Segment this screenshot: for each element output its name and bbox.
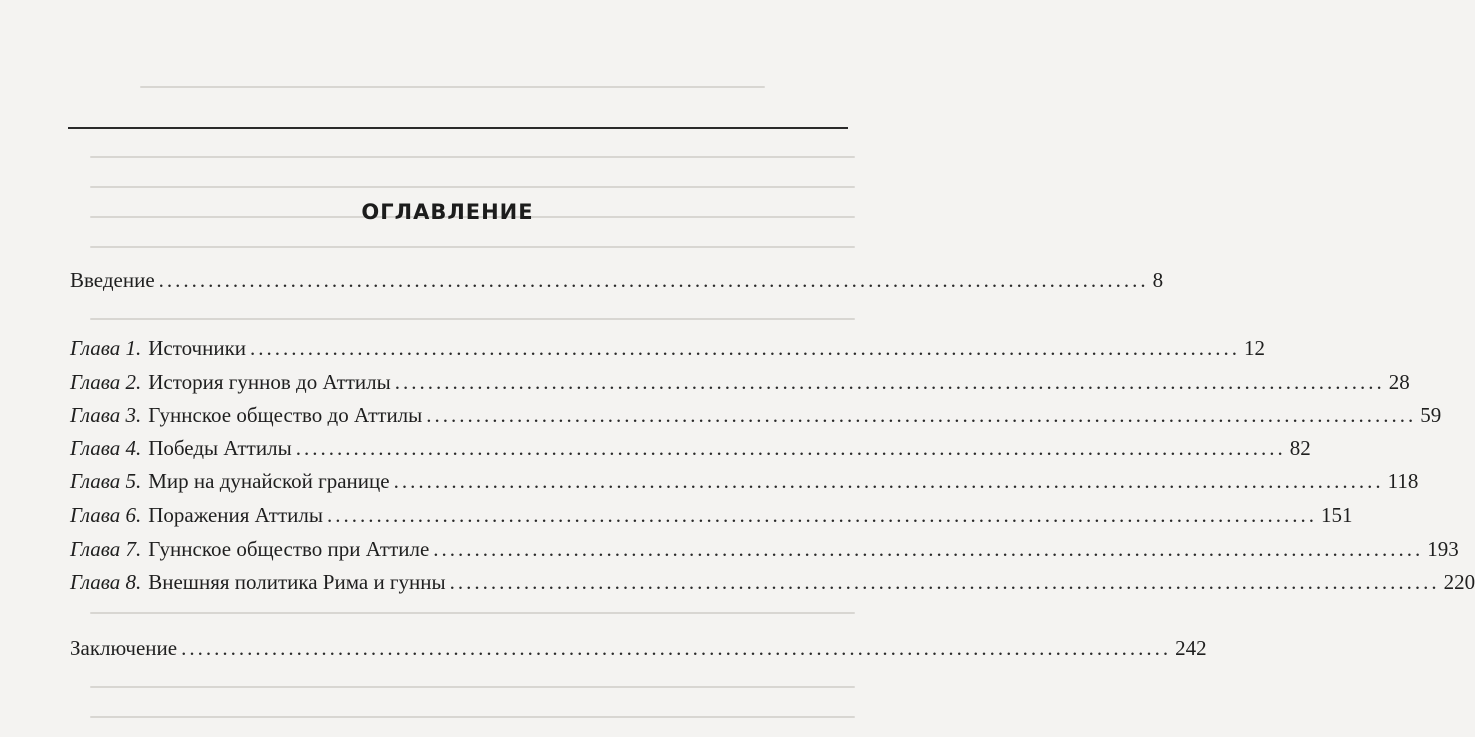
page-title: ОГЛАВЛЕНИЕ <box>361 200 534 224</box>
entry-title: Введение <box>70 268 155 292</box>
header-rule <box>68 127 848 129</box>
dot-leader: ........................................................................................................................ <box>433 537 1424 561</box>
bleed-through-line <box>90 612 855 614</box>
page-number: 220 <box>1443 570 1475 594</box>
chapter-label: Глава 2. <box>70 370 142 394</box>
page-number: 193 <box>1427 537 1459 561</box>
toc-entry-chapter-4 <box>70 434 1311 462</box>
entry-title: Поражения Аттилы <box>148 503 323 527</box>
entry-title: Источники <box>148 336 247 360</box>
page-number: 151 <box>1320 503 1353 527</box>
dot-leader: ........................................................................................................................ <box>426 403 1417 427</box>
page-number: 12 <box>1244 336 1266 360</box>
entry-title: Победы Аттилы <box>148 436 292 460</box>
page-number: 118 <box>1387 469 1419 493</box>
bleed-through-line <box>90 186 855 188</box>
chapter-label: Глава 3. <box>70 403 142 427</box>
chapter-label: Глава 1. <box>70 336 142 360</box>
dot-leader: ........................................................................................................................ <box>394 370 1385 394</box>
dot-leader: ........................................................................................................................ <box>393 469 1384 493</box>
toc-entry-chapter-1 <box>70 334 1266 362</box>
dot-leader: ........................................................................................................................ <box>158 268 1149 292</box>
toc-entry-chapter-6 <box>70 501 1353 529</box>
bleed-through-line <box>140 86 765 88</box>
toc-entry-introduction <box>70 266 1164 294</box>
toc-entry-conclusion <box>70 634 1207 662</box>
chapter-label: Глава 5. <box>70 469 142 493</box>
page-number: 59 <box>1420 403 1442 427</box>
toc-entry-chapter-5 <box>70 467 1419 495</box>
chapter-label: Глава 8. <box>70 570 142 594</box>
toc-entry-chapter-7 <box>70 535 1459 563</box>
entry-title: Гуннское общество до Аттилы <box>148 403 423 427</box>
dot-leader: ........................................................................................................................ <box>295 436 1286 460</box>
bleed-through-line <box>90 156 855 158</box>
page-number: 82 <box>1289 436 1311 460</box>
dot-leader: ........................................................................................................................ <box>250 336 1241 360</box>
bleed-through-line <box>90 716 855 718</box>
bleed-through-line <box>90 246 855 248</box>
entry-title: Заключение <box>70 636 178 660</box>
toc-entry-chapter-2 <box>70 368 1410 396</box>
dot-leader: ........................................................................................................................ <box>449 570 1440 594</box>
toc-entry-chapter-8 <box>70 568 1475 596</box>
entry-title: История гуннов до Аттилы <box>148 370 391 394</box>
dot-leader: ........................................................................................................................ <box>181 636 1172 660</box>
chapter-label: Глава 4. <box>70 436 142 460</box>
entry-title: Внешняя политика Рима и гунны <box>148 570 446 594</box>
toc-entry-chapter-3 <box>70 401 1442 429</box>
page-number: 242 <box>1175 636 1207 660</box>
entry-title: Мир на дунайской границе <box>148 469 390 493</box>
page-number: 28 <box>1388 370 1410 394</box>
dot-leader: ........................................................................................................................ <box>326 503 1317 527</box>
chapter-label: Глава 6. <box>70 503 142 527</box>
chapter-label: Глава 7. <box>70 537 142 561</box>
bleed-through-line <box>90 686 855 688</box>
page-number: 8 <box>1152 268 1164 292</box>
bleed-through-line <box>90 318 855 320</box>
entry-title: Гуннское общество при Аттиле <box>148 537 430 561</box>
